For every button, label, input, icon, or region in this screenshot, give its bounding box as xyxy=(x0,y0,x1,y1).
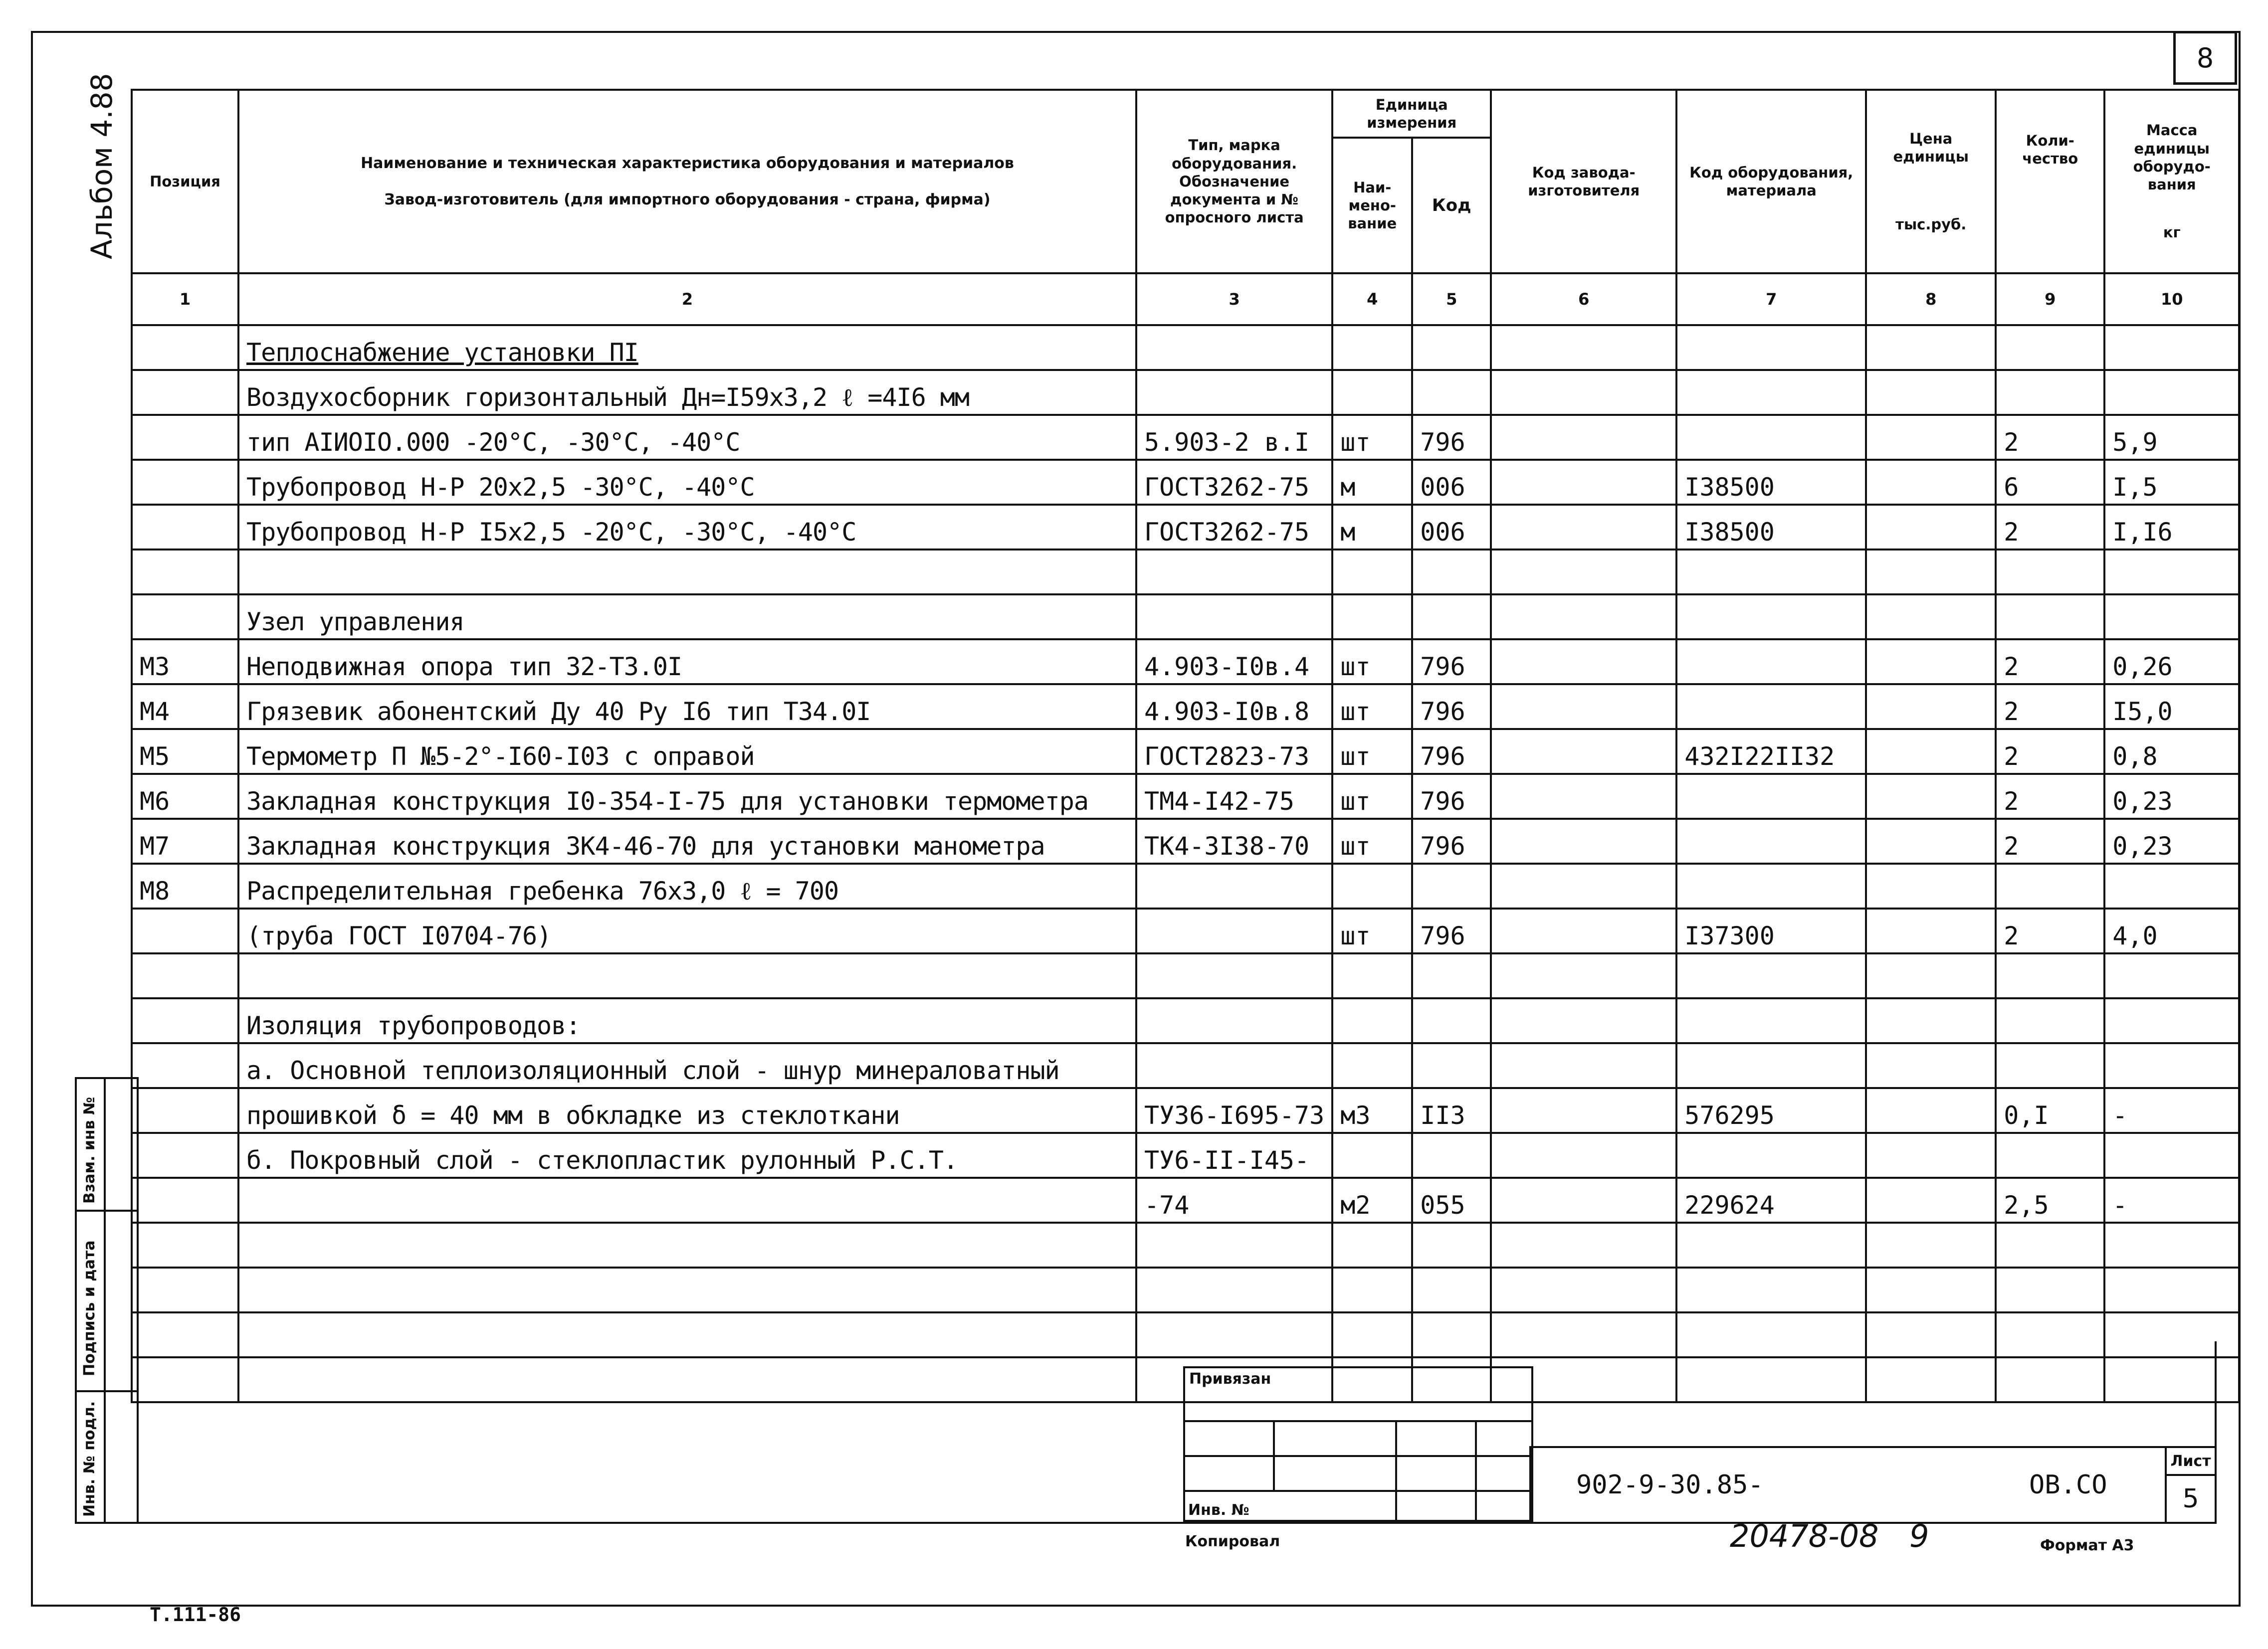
factory-code-cell xyxy=(1491,594,1676,639)
colnum-9: 9 xyxy=(1996,273,2104,325)
price-cell xyxy=(1866,594,1996,639)
type-cell xyxy=(1136,909,1332,953)
price-cell xyxy=(1866,550,1996,594)
factory-code-cell xyxy=(1491,1268,1676,1312)
quantity-cell: 2 xyxy=(1996,639,2104,684)
price-cell xyxy=(1866,1133,1996,1178)
material-code-cell xyxy=(1676,774,1866,819)
name-cell: Трубопровод Н-Р I5х2,5 -20°С, -30°С, -40°С xyxy=(238,505,1136,550)
material-code-cell xyxy=(1676,1268,1866,1312)
mass-cell: 5,9 xyxy=(2104,415,2239,460)
colnum-8: 8 xyxy=(1866,273,1996,325)
quantity-cell xyxy=(1996,998,2104,1043)
quantity-cell: 2 xyxy=(1996,774,2104,819)
name-cell: Распределительная гребенка 76х3,0 ℓ = 700 xyxy=(238,864,1136,909)
quantity-cell: 2,5 xyxy=(1996,1178,2104,1223)
factory-code-cell xyxy=(1491,1223,1676,1268)
name-cell: (труба ГОСТ I0704-76) xyxy=(238,909,1136,953)
table-row xyxy=(132,953,2239,998)
factory-code-cell xyxy=(1491,819,1676,864)
price-cell xyxy=(1866,1043,1996,1088)
price-cell xyxy=(1866,639,1996,684)
position-cell xyxy=(132,1178,238,1223)
mass-cell xyxy=(2104,1133,2239,1178)
type-cell: -74 xyxy=(1136,1178,1332,1223)
table-row xyxy=(132,370,2239,415)
quantity-cell xyxy=(1996,594,2104,639)
table-row xyxy=(132,1043,2239,1088)
side-strip-signature xyxy=(75,1210,139,1392)
type-cell: ТУ36-I695-73 xyxy=(1136,1088,1332,1133)
factory-code-cell xyxy=(1491,774,1676,819)
header-mass xyxy=(2104,90,2239,273)
quantity-cell: 2 xyxy=(1996,909,2104,953)
factory-code-cell xyxy=(1491,325,1676,370)
material-code-cell xyxy=(1676,639,1866,684)
header-mass-label: Масса единицы оборудо-вания xyxy=(2133,122,2211,193)
position-cell xyxy=(132,594,238,639)
quantity-cell xyxy=(1996,1043,2104,1088)
unit-name-cell xyxy=(1332,953,1412,998)
table-row xyxy=(132,550,2239,594)
mass-cell xyxy=(2104,953,2239,998)
name-cell: Воздухосборник горизонтальный Дн=I59x3,2 ℓ =4I6 мм xyxy=(238,370,1136,415)
material-code-cell: 576295 xyxy=(1676,1088,1866,1133)
table-row xyxy=(132,864,2239,909)
bottom-form-code: Т.111-86 xyxy=(150,1604,241,1626)
factory-code-cell xyxy=(1491,684,1676,729)
header-position: Позиция xyxy=(132,90,238,273)
sheet-box xyxy=(2165,1446,2217,1524)
unit-name-cell xyxy=(1332,594,1412,639)
mass-cell: 4,0 xyxy=(2104,909,2239,953)
name-cell: Неподвижная опора тип 32-Т3.0I xyxy=(238,639,1136,684)
position-cell: М3 xyxy=(132,639,238,684)
name-cell: тип АIИОIO.000 -20°С, -30°С, -40°С xyxy=(238,415,1136,460)
colnum-5: 5 xyxy=(1412,273,1491,325)
mass-cell: 0,26 xyxy=(2104,639,2239,684)
position-cell xyxy=(132,1133,238,1178)
format-label: Формат А3 xyxy=(2040,1537,2134,1554)
name-cell: прошивкой δ = 40 мм в обкладке из стеклоткани xyxy=(238,1088,1136,1133)
factory-code-cell xyxy=(1491,415,1676,460)
price-cell xyxy=(1866,505,1996,550)
material-code-cell: I38500 xyxy=(1676,460,1866,505)
name-cell: Закладная конструкция ЗК4-46-70 для установки манометра xyxy=(238,819,1136,864)
copied-label: Копировал xyxy=(1185,1533,1280,1550)
position-cell xyxy=(132,1043,238,1088)
unit-code-cell xyxy=(1412,370,1491,415)
quantity-cell: 2 xyxy=(1996,415,2104,460)
specification-table xyxy=(131,89,2240,1403)
material-code-cell xyxy=(1676,1223,1866,1268)
factory-code-cell xyxy=(1491,1178,1676,1223)
price-cell xyxy=(1866,415,1996,460)
name-cell: Термометр П №5-2°-I60-I03 с оправой xyxy=(238,729,1136,774)
table-row xyxy=(132,594,2239,639)
unit-name-cell: м xyxy=(1332,505,1412,550)
price-cell xyxy=(1866,1088,1996,1133)
price-cell xyxy=(1866,1268,1996,1312)
table-row xyxy=(132,1178,2239,1223)
table-row xyxy=(132,1133,2239,1178)
mass-cell xyxy=(2104,1268,2239,1312)
price-cell xyxy=(1866,729,1996,774)
unit-code-cell: 796 xyxy=(1412,909,1491,953)
name-cell: Закладная конструкция I0-354-I-75 для установки термометра xyxy=(238,774,1136,819)
quantity-cell: 6 xyxy=(1996,460,2104,505)
type-cell xyxy=(1136,953,1332,998)
unit-name-cell: шт xyxy=(1332,774,1412,819)
archive-number: 20478-08 xyxy=(1730,1518,1879,1554)
unit-code-cell: 796 xyxy=(1412,774,1491,819)
unit-name-cell: шт xyxy=(1332,819,1412,864)
mass-cell: - xyxy=(2104,1178,2239,1223)
position-cell xyxy=(132,909,238,953)
unit-code-cell xyxy=(1412,550,1491,594)
material-code-cell: I38500 xyxy=(1676,505,1866,550)
type-cell: 5.903-2 в.I xyxy=(1136,415,1332,460)
name-cell xyxy=(238,1178,1136,1223)
sheet-label: Лист xyxy=(2170,1452,2211,1470)
quantity-cell: 2 xyxy=(1996,505,2104,550)
type-cell xyxy=(1136,1268,1332,1312)
type-cell: ГОСТ2823-73 xyxy=(1136,729,1332,774)
material-code-cell xyxy=(1676,550,1866,594)
mass-cell xyxy=(2104,594,2239,639)
factory-code-cell xyxy=(1491,729,1676,774)
price-cell xyxy=(1866,460,1996,505)
table-body xyxy=(132,325,2239,1402)
quantity-cell xyxy=(1996,1268,2104,1312)
mass-cell: I,5 xyxy=(2104,460,2239,505)
unit-name-cell: шт xyxy=(1332,729,1412,774)
type-cell: ГОСТ3262-75 xyxy=(1136,505,1332,550)
unit-code-cell: 796 xyxy=(1412,729,1491,774)
type-cell: ГОСТ3262-75 xyxy=(1136,460,1332,505)
unit-code-cell xyxy=(1412,1043,1491,1088)
header-unit-name: Наи-мено-вание xyxy=(1332,138,1412,273)
name-cell: Грязевик абонентский Ду 40 Ру I6 тип Т34.0I xyxy=(238,684,1136,729)
factory-code-cell xyxy=(1491,1133,1676,1178)
unit-code-cell: 006 xyxy=(1412,505,1491,550)
position-cell xyxy=(132,1088,238,1133)
table-row xyxy=(132,325,2239,370)
quantity-cell: 0,I xyxy=(1996,1088,2104,1133)
header-factory-code: Код завода-изготовителя xyxy=(1491,90,1676,273)
position-cell: М7 xyxy=(132,819,238,864)
table-row xyxy=(132,460,2239,505)
type-cell: ТМ4-I42-75 xyxy=(1136,774,1332,819)
mass-cell: 0,8 xyxy=(2104,729,2239,774)
attached-label: Привязан xyxy=(1189,1370,1271,1388)
unit-name-cell: м3 xyxy=(1332,1088,1412,1133)
mass-cell xyxy=(2104,1223,2239,1268)
quantity-cell xyxy=(1996,953,2104,998)
side-strip-inventory xyxy=(75,1390,139,1524)
name-cell: Теплоснабжение установки ПI xyxy=(238,325,1136,370)
unit-name-cell: шт xyxy=(1332,909,1412,953)
colnum-4: 4 xyxy=(1332,273,1412,325)
price-cell xyxy=(1866,819,1996,864)
factory-code-cell xyxy=(1491,505,1676,550)
price-cell xyxy=(1866,370,1996,415)
quantity-cell: 2 xyxy=(1996,684,2104,729)
table-row xyxy=(132,909,2239,953)
price-cell xyxy=(1866,684,1996,729)
table-row xyxy=(132,998,2239,1043)
unit-code-cell: II3 xyxy=(1412,1088,1491,1133)
type-cell: 4.903-I0в.8 xyxy=(1136,684,1332,729)
material-code-cell: 229624 xyxy=(1676,1178,1866,1223)
mass-cell xyxy=(2104,325,2239,370)
price-cell xyxy=(1866,998,1996,1043)
unit-name-cell: шт xyxy=(1332,684,1412,729)
factory-code-cell xyxy=(1491,460,1676,505)
mass-cell: 0,23 xyxy=(2104,774,2239,819)
table-row xyxy=(132,1088,2239,1133)
table-row xyxy=(132,774,2239,819)
quantity-cell xyxy=(1996,550,2104,594)
table-row xyxy=(132,684,2239,729)
unit-code-cell xyxy=(1412,864,1491,909)
price-cell xyxy=(1866,953,1996,998)
type-cell xyxy=(1136,594,1332,639)
side-label-signature: Подпись и дата xyxy=(81,1240,98,1376)
unit-code-cell: 055 xyxy=(1412,1178,1491,1223)
position-cell xyxy=(132,325,238,370)
colnum-1: 1 xyxy=(132,273,238,325)
material-code-cell: 432I22II32 xyxy=(1676,729,1866,774)
sheet-number-box xyxy=(2173,31,2237,85)
factory-code-cell xyxy=(1491,864,1676,909)
name-cell xyxy=(238,550,1136,594)
table-row xyxy=(132,1268,2239,1312)
factory-code-cell xyxy=(1491,953,1676,998)
factory-code-cell xyxy=(1491,370,1676,415)
unit-code-cell: 006 xyxy=(1412,460,1491,505)
header-unit-code: Код xyxy=(1412,138,1491,273)
table-row xyxy=(132,819,2239,864)
unit-name-cell xyxy=(1332,1268,1412,1312)
header-mass-unit: кг xyxy=(2163,224,2181,241)
quantity-cell: 2 xyxy=(1996,729,2104,774)
mass-cell xyxy=(2104,864,2239,909)
table-row xyxy=(132,415,2239,460)
price-cell xyxy=(1866,864,1996,909)
table-row xyxy=(132,639,2239,684)
unit-code-cell: 796 xyxy=(1412,684,1491,729)
inv-no-label: Инв. № xyxy=(1188,1501,1249,1519)
name-cell: а. Основной теплоизоляционный слой - шнур минераловатный xyxy=(238,1043,1136,1088)
sheet-number: 8 xyxy=(2196,42,2214,74)
type-cell xyxy=(1136,370,1332,415)
header-unit-group: Единица измерения xyxy=(1332,90,1491,138)
quantity-cell xyxy=(1996,1133,2104,1178)
position-cell xyxy=(132,505,238,550)
material-code-cell xyxy=(1676,370,1866,415)
position-cell xyxy=(132,370,238,415)
table-row xyxy=(132,505,2239,550)
position-cell xyxy=(132,1268,238,1312)
position-cell xyxy=(132,460,238,505)
material-code-cell xyxy=(1676,998,1866,1043)
header-price xyxy=(1866,90,1996,273)
document-code: 902-9-30.85- xyxy=(1576,1470,1764,1500)
quantity-cell: 2 xyxy=(1996,819,2104,864)
colnum-10: 10 xyxy=(2104,273,2239,325)
unit-name-cell: шт xyxy=(1332,415,1412,460)
attached-stamp xyxy=(1183,1366,1531,1524)
factory-code-cell xyxy=(1491,639,1676,684)
material-code-cell: I37300 xyxy=(1676,909,1866,953)
table-row xyxy=(132,1223,2239,1268)
header-price-unit: тыс.руб. xyxy=(1895,216,1967,233)
price-cell xyxy=(1866,909,1996,953)
name-cell: Трубопровод Н-Р 20х2,5 -30°С, -40°С xyxy=(238,460,1136,505)
quantity-cell xyxy=(1996,864,2104,909)
type-cell: 4.903-I0в.4 xyxy=(1136,639,1332,684)
factory-code-cell xyxy=(1491,550,1676,594)
sheet-value: 5 xyxy=(2182,1484,2199,1514)
unit-name-cell: м2 xyxy=(1332,1178,1412,1223)
position-cell xyxy=(132,550,238,594)
colnum-3: 3 xyxy=(1136,273,1332,325)
mass-cell xyxy=(2104,1043,2239,1088)
name-cell: б. Покровный слой - стеклопластик рулонный Р.С.Т. xyxy=(238,1133,1136,1178)
header-name-line1: Наименование и техническая характеристика оборудования и материалов xyxy=(361,154,1014,172)
material-code-cell xyxy=(1676,819,1866,864)
price-cell xyxy=(1866,774,1996,819)
type-cell: ТУ6-II-I45- xyxy=(1136,1133,1332,1178)
name-cell xyxy=(238,1223,1136,1268)
price-cell xyxy=(1866,1178,1996,1223)
unit-name-cell xyxy=(1332,1043,1412,1088)
unit-code-cell: 796 xyxy=(1412,415,1491,460)
position-cell: М8 xyxy=(132,864,238,909)
side-label-exchange: Взам. инв № xyxy=(81,1097,98,1204)
type-cell xyxy=(1136,1223,1332,1268)
name-cell: Узел управления xyxy=(238,594,1136,639)
position-cell xyxy=(132,953,238,998)
mass-cell xyxy=(2104,550,2239,594)
position-cell: М5 xyxy=(132,729,238,774)
archive-sheet: 9 xyxy=(1909,1518,1929,1554)
mass-cell: I,I6 xyxy=(2104,505,2239,550)
material-code-cell xyxy=(1676,1043,1866,1088)
unit-name-cell xyxy=(1332,325,1412,370)
colnum-6: 6 xyxy=(1491,273,1676,325)
header-material-code: Код оборудования, материала xyxy=(1676,90,1866,273)
type-cell xyxy=(1136,998,1332,1043)
material-code-cell xyxy=(1676,864,1866,909)
header-name-line2: Завод-изготовитель (для импортного оборудования - страна, фирма) xyxy=(384,191,991,208)
position-cell: М6 xyxy=(132,774,238,819)
factory-code-cell xyxy=(1491,1043,1676,1088)
unit-name-cell xyxy=(1332,1133,1412,1178)
quantity-cell xyxy=(1996,1223,2104,1268)
mass-cell: - xyxy=(2104,1088,2239,1133)
position-cell xyxy=(132,998,238,1043)
header-price-label: Цена единицы xyxy=(1893,130,1969,165)
unit-name-cell: м xyxy=(1332,460,1412,505)
type-cell xyxy=(1136,325,1332,370)
album-label: Альбом 4.88 xyxy=(85,73,119,259)
unit-code-cell xyxy=(1412,998,1491,1043)
unit-code-cell xyxy=(1412,325,1491,370)
material-code-cell xyxy=(1676,594,1866,639)
unit-code-cell xyxy=(1412,1268,1491,1312)
material-code-cell xyxy=(1676,1133,1866,1178)
header-quantity: Коли-чество xyxy=(1996,90,2104,273)
quantity-cell xyxy=(1996,370,2104,415)
type-cell xyxy=(1136,864,1332,909)
factory-code-cell xyxy=(1491,1088,1676,1133)
quantity-cell xyxy=(1996,325,2104,370)
unit-name-cell xyxy=(1332,998,1412,1043)
type-cell xyxy=(1136,1043,1332,1088)
factory-code-cell xyxy=(1491,998,1676,1043)
unit-code-cell xyxy=(1412,953,1491,998)
material-code-cell xyxy=(1676,415,1866,460)
unit-name-cell xyxy=(1332,864,1412,909)
name-cell xyxy=(238,1268,1136,1312)
position-cell: М4 xyxy=(132,684,238,729)
unit-code-cell xyxy=(1412,1223,1491,1268)
type-cell xyxy=(1136,550,1332,594)
factory-code-cell xyxy=(1491,909,1676,953)
position-cell xyxy=(132,415,238,460)
unit-name-cell xyxy=(1332,550,1412,594)
unit-code-cell xyxy=(1412,594,1491,639)
unit-name-cell xyxy=(1332,370,1412,415)
header-type: Тип, марка оборудования. Обозначение документа и № опросного листа xyxy=(1136,90,1332,273)
unit-name-cell: шт xyxy=(1332,639,1412,684)
mass-cell: I5,0 xyxy=(2104,684,2239,729)
price-cell xyxy=(1866,325,1996,370)
price-cell xyxy=(1866,1223,1996,1268)
mass-cell xyxy=(2104,370,2239,415)
material-code-cell xyxy=(1676,684,1866,729)
unit-code-cell xyxy=(1412,1133,1491,1178)
colnum-7: 7 xyxy=(1676,273,1866,325)
side-label-inventory: Инв. № подл. xyxy=(81,1401,98,1517)
material-code-cell xyxy=(1676,325,1866,370)
unit-code-cell: 796 xyxy=(1412,639,1491,684)
unit-code-cell: 796 xyxy=(1412,819,1491,864)
side-strip-exchange xyxy=(75,1077,139,1212)
mass-cell xyxy=(2104,998,2239,1043)
header-name xyxy=(238,90,1136,273)
name-cell: Изоляция трубопроводов: xyxy=(238,998,1136,1043)
type-cell: ТК4-3I38-70 xyxy=(1136,819,1332,864)
mass-cell: 0,23 xyxy=(2104,819,2239,864)
unit-name-cell xyxy=(1332,1223,1412,1268)
table-row xyxy=(132,729,2239,774)
name-cell xyxy=(238,953,1136,998)
position-cell xyxy=(132,1223,238,1268)
document-suffix: ОВ.СО xyxy=(2029,1470,2107,1500)
colnum-2: 2 xyxy=(238,273,1136,325)
material-code-cell xyxy=(1676,953,1866,998)
